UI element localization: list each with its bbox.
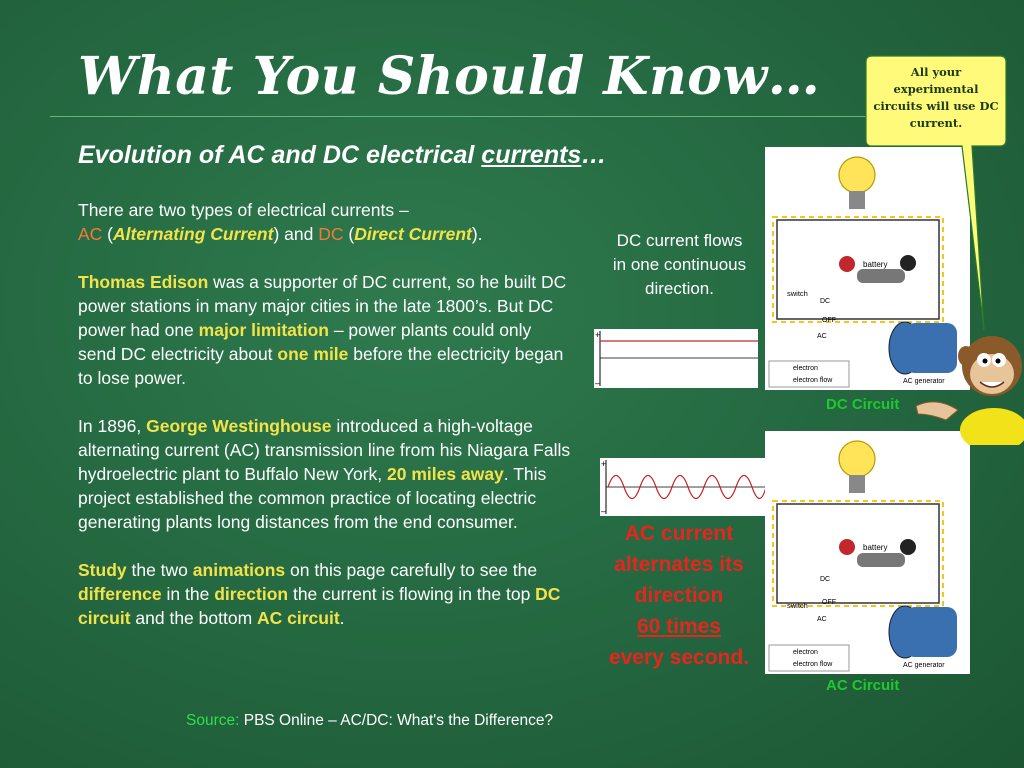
switch-label: switch bbox=[787, 601, 808, 610]
highlight: Study bbox=[78, 560, 127, 580]
legend-electron-flow: electron flow bbox=[793, 661, 833, 668]
highlight: direction bbox=[214, 584, 289, 604]
subtitle-text: Evolution of AC and DC electrical bbox=[78, 141, 482, 169]
highlight: AC circuit bbox=[257, 608, 340, 628]
generator-icon bbox=[889, 606, 957, 658]
text: introduced a high-voltage alternating current (AC) transmission line from his Niagara Falls hydroelectric plant to Buffalo New York, bbox=[78, 416, 571, 484]
monkey-mascot-icon bbox=[906, 330, 1024, 445]
ac-wave-minus: – bbox=[601, 506, 607, 516]
text: ( bbox=[102, 224, 114, 244]
dc-caption: DC current flows in one continuous direction. bbox=[612, 231, 747, 298]
highlight: animations bbox=[192, 560, 286, 580]
title-divider bbox=[50, 116, 870, 117]
ac-caption-line2: every second. bbox=[608, 646, 750, 669]
text: . bbox=[339, 608, 345, 628]
switch-ac-label: AC bbox=[817, 333, 827, 340]
ac-circuit-label: AC Circuit bbox=[826, 677, 900, 694]
text: In 1896, bbox=[78, 416, 147, 436]
highlight: major limitation bbox=[198, 320, 329, 340]
switch-label: switch bbox=[787, 289, 808, 298]
text: in the bbox=[161, 584, 215, 604]
body-text bbox=[78, 198, 573, 654]
switch-dc-label: DC bbox=[820, 298, 831, 305]
switch-off-label: OFF bbox=[822, 317, 836, 324]
highlight: 20 miles away bbox=[387, 464, 504, 484]
battery-label: battery bbox=[863, 260, 888, 269]
switch-ac-label: AC bbox=[817, 616, 827, 623]
text: was a supporter of DC current, so he built DC power stations in many major cities in the late 1800’s. But DC power had one bbox=[78, 272, 567, 340]
ac-caption-line1: AC current alternates its direction bbox=[614, 522, 744, 607]
dc-wave-plus: + bbox=[595, 330, 601, 340]
text: . This project established the common practice of locating electric generating plants long distances from the end consumer. bbox=[78, 464, 547, 532]
legend-electron-flow: electron flow bbox=[793, 377, 833, 384]
dc-circuit-label: DC Circuit bbox=[826, 396, 900, 413]
source-text: PBS Online – AC/DC: What's the Difference? bbox=[239, 712, 554, 729]
ac-term: AC bbox=[78, 224, 103, 244]
slide-subtitle bbox=[78, 141, 606, 170]
generator-label: AC generator bbox=[903, 662, 945, 669]
bulb-icon bbox=[839, 157, 875, 209]
subtitle-suffix: … bbox=[581, 141, 607, 169]
ac-circuit-diagram bbox=[765, 431, 970, 674]
text: ( bbox=[343, 224, 355, 244]
text: on this page carefully to see the bbox=[285, 560, 538, 580]
paragraph-westinghouse bbox=[78, 414, 573, 534]
text: before the electricity began to lose power. bbox=[78, 344, 564, 388]
source-label: Source: bbox=[186, 712, 240, 729]
highlight: difference bbox=[78, 584, 162, 604]
legend-electron: electron bbox=[793, 365, 818, 372]
highlight: one mile bbox=[277, 344, 349, 364]
paragraph-edison bbox=[78, 270, 573, 390]
highlight: George Westinghouse bbox=[146, 416, 332, 436]
text: the two bbox=[126, 560, 193, 580]
ac-wave-plus: + bbox=[601, 459, 607, 469]
paragraph-study bbox=[78, 558, 573, 630]
battery-label: battery bbox=[863, 543, 888, 552]
slide-title: What You Should Know… bbox=[78, 46, 821, 107]
subtitle-underlined: currents bbox=[481, 141, 582, 169]
text: – power plants could only send DC electricity about bbox=[78, 320, 532, 364]
generator-label: AC generator bbox=[903, 378, 945, 385]
dc-wave-minus: – bbox=[595, 378, 601, 388]
dc-term: DC bbox=[318, 224, 344, 244]
bulb-icon bbox=[839, 441, 875, 493]
text: There are two types of electrical currents – bbox=[78, 200, 409, 220]
switch-off-label: OFF bbox=[822, 599, 836, 606]
text: ). bbox=[471, 224, 483, 244]
highlight: Thomas Edison bbox=[78, 272, 209, 292]
text: the current is flowing in the top bbox=[288, 584, 536, 604]
highlight: DC circuit bbox=[78, 584, 561, 628]
dc-waveform bbox=[594, 329, 758, 388]
paragraph-intro bbox=[78, 198, 573, 246]
text: ) and bbox=[273, 224, 319, 244]
text: and the bottom bbox=[130, 608, 258, 628]
ac-full-term: Alternating Current bbox=[113, 224, 274, 244]
ac-caption bbox=[606, 518, 752, 673]
ac-waveform bbox=[600, 458, 766, 516]
source-citation bbox=[186, 712, 553, 730]
ac-caption-underlined: 60 times bbox=[636, 615, 722, 638]
legend-electron: electron bbox=[793, 649, 818, 656]
switch-dc-label: DC bbox=[820, 576, 831, 583]
dc-full-term: Direct Current bbox=[354, 224, 472, 244]
bubble-text: All your experimental circuits will use DC current. bbox=[873, 65, 999, 130]
